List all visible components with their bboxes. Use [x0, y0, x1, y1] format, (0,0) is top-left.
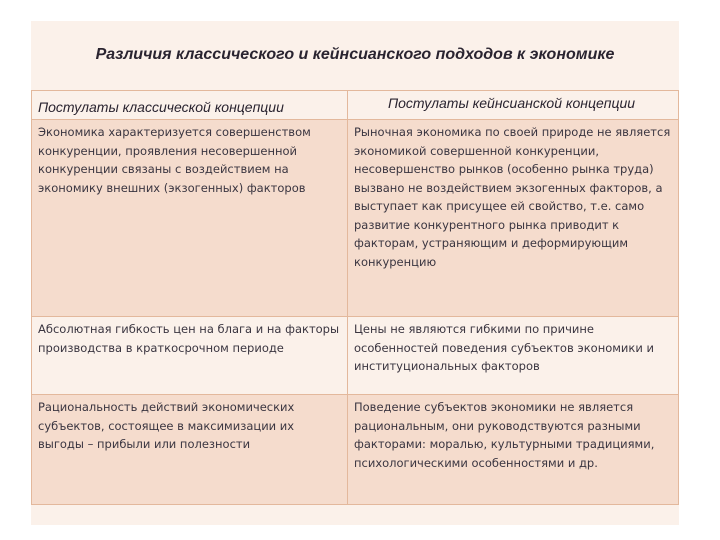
cell-classical: Рациональность действий экономических субъектов, состоящее в максимизации их выгоды – прибыли или полезности: [32, 395, 348, 505]
cell-keynesian: Цены не являются гибкими по причине особенностей поведения субъектов экономики и институциональных факторов: [348, 317, 679, 395]
table-row: [32, 317, 679, 395]
cell-keynesian: Рыночная экономика по своей природе не является экономикой совершенной конкуренции, несовершенство рынков (особенно рынка труда) вызвано не воздействием экзогенных факторов, а выступает как присущее ей свойство, т.е. само развитие конкурентного рынка приводит к факторам, устраняющим и деформирующим конкуренцию: [348, 120, 679, 317]
cell-classical: Экономика характеризуется совершенством конкуренции, проявления несовершенной конкуренции связаны с воздействием на экономику внешних (экзогенных) факторов: [32, 120, 348, 317]
slide-title: Различия классического и кейнсианского подходов к экономике: [95, 46, 615, 63]
header-keynesian: Постулаты кейнсианской концепции: [348, 91, 679, 120]
table-header-row: [32, 91, 679, 120]
cell-keynesian: Поведение субъектов экономики не является рациональным, они руководствуются разными факторами: моралью, культурными традициями, психологическими особенностями и др.: [348, 395, 679, 505]
cell-classical: Абсолютная гибкость цен на блага и на факторы производства в краткосрочном периоде: [32, 317, 348, 395]
header-classical: Постулаты классической концепции: [32, 91, 348, 120]
slide: [31, 21, 679, 525]
table-row: [32, 120, 679, 317]
table-row: [32, 395, 679, 505]
comparison-table: [31, 90, 679, 505]
